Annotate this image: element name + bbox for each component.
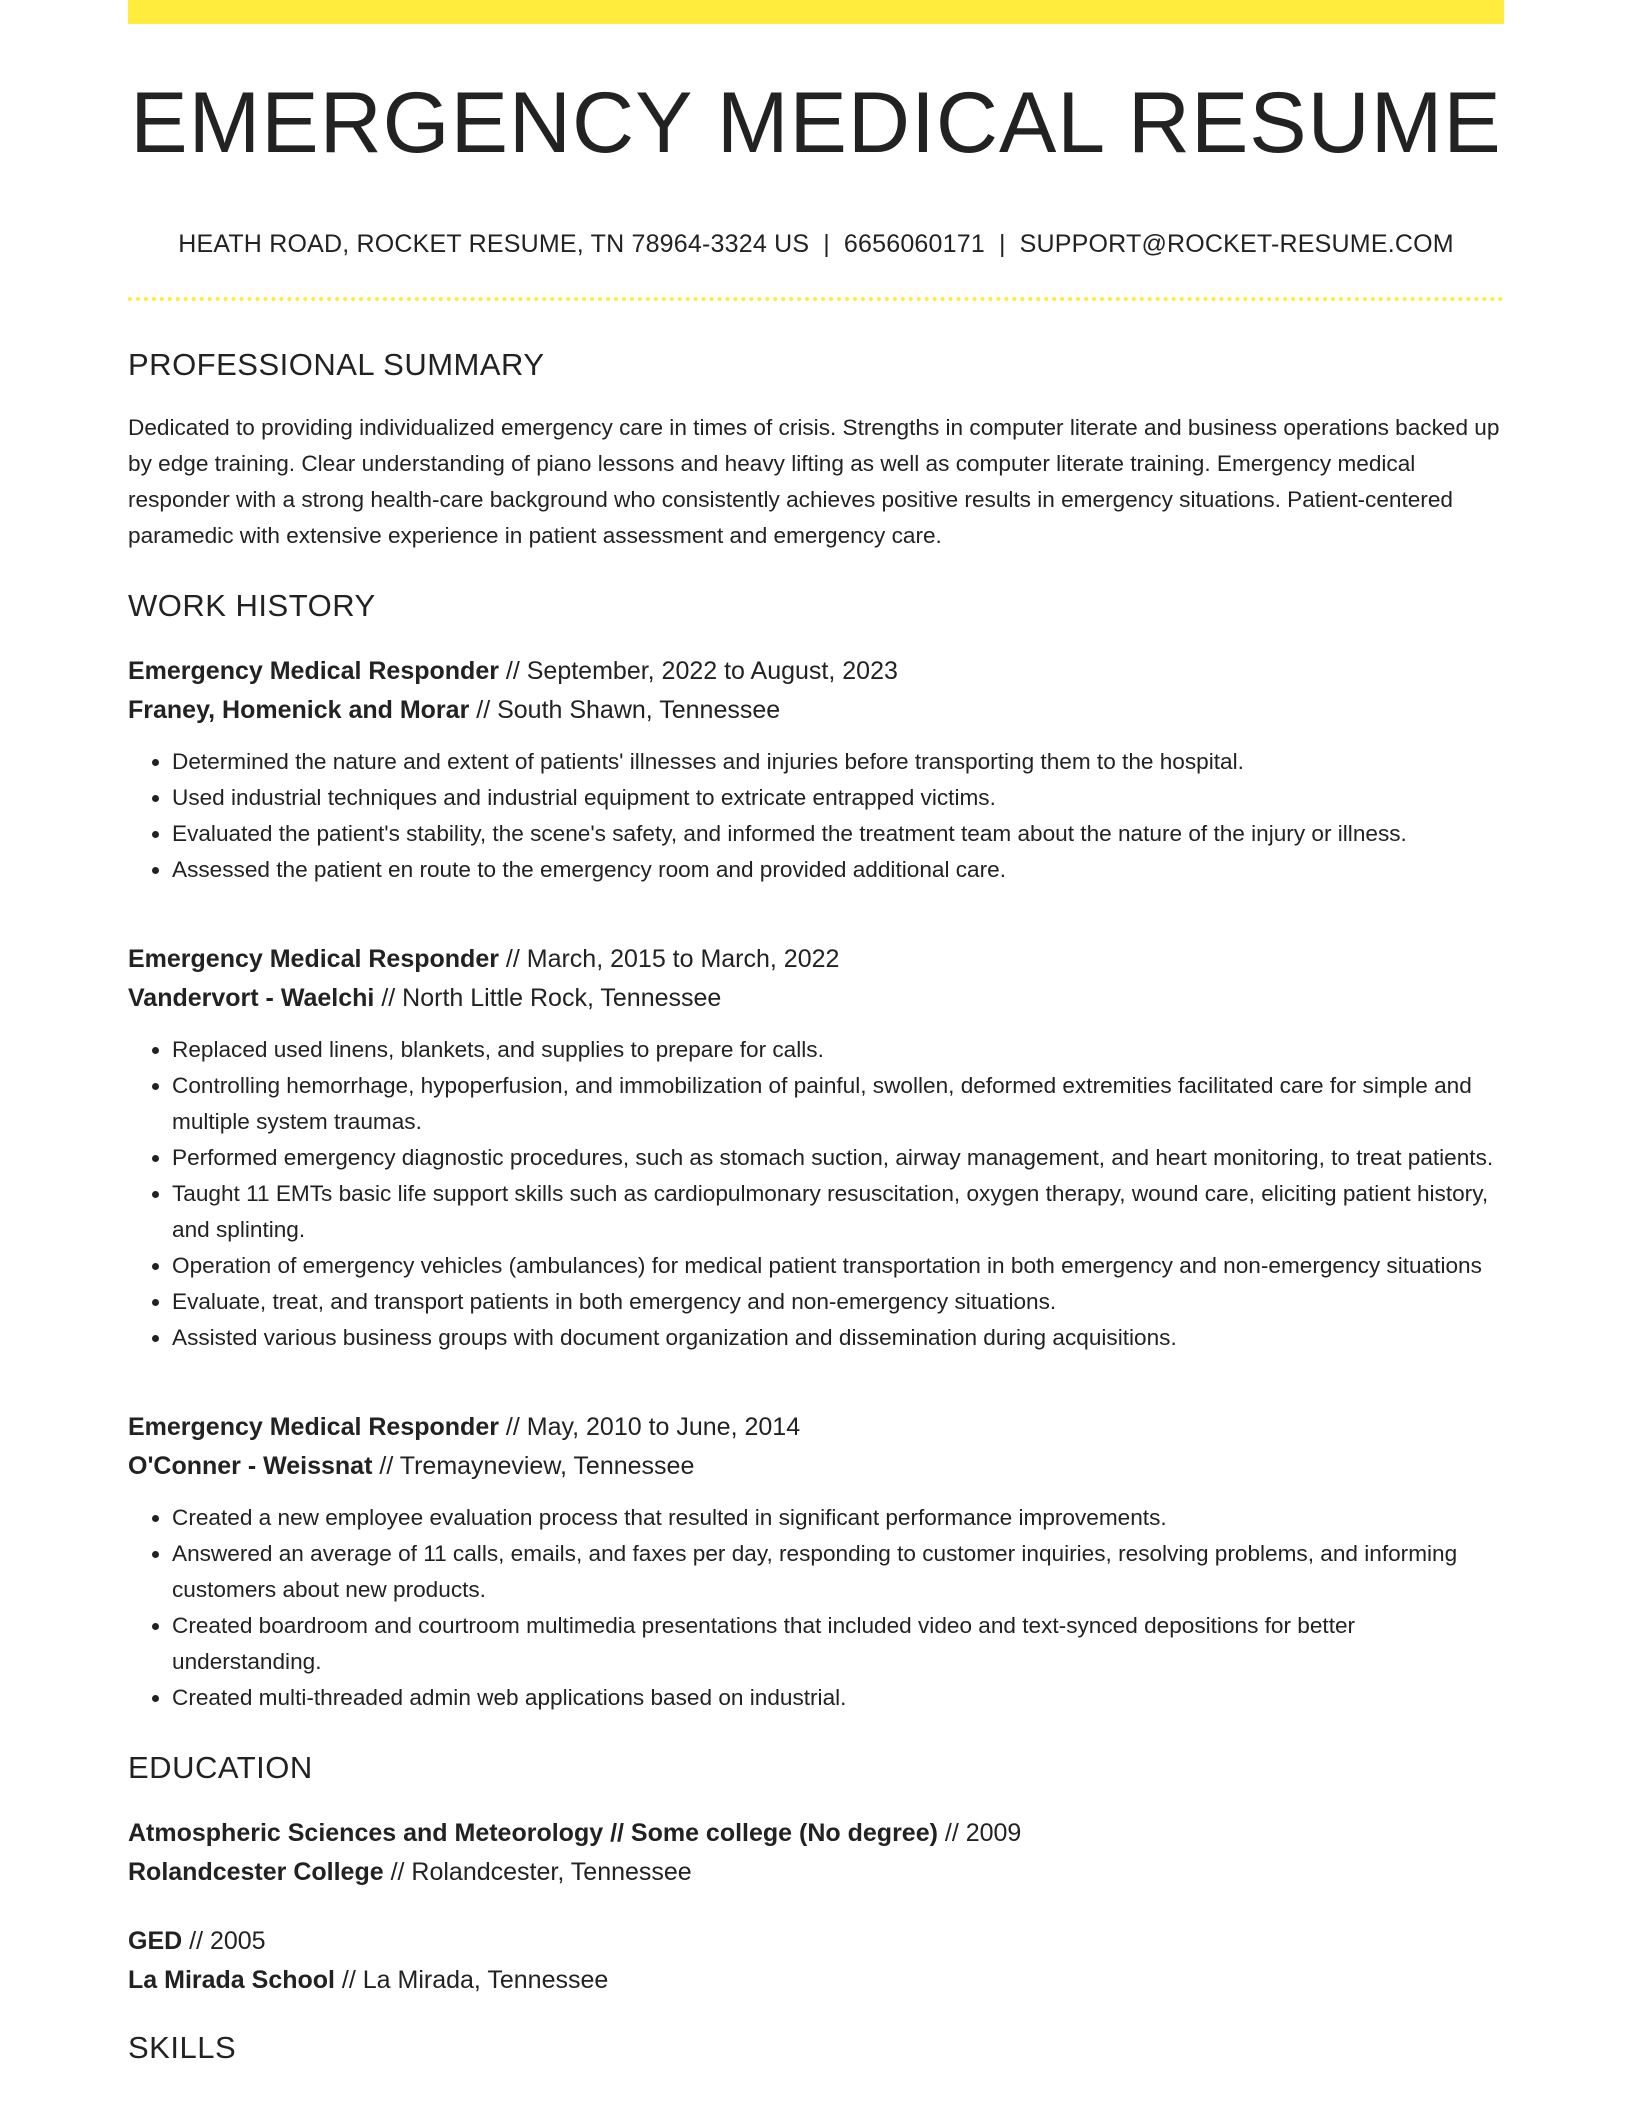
job-title-line bbox=[128, 940, 1504, 979]
education-heading: EDUCATION bbox=[128, 1750, 313, 1785]
job-bullets bbox=[128, 1032, 1504, 1356]
job-company: O'Conner - Weissnat bbox=[128, 1452, 373, 1480]
education-degree: Atmospheric Sciences and Meteorology // Some college (No degree) bbox=[128, 1819, 938, 1847]
education-entry bbox=[128, 1814, 1504, 1892]
education-location: // La Mirada, Tennessee bbox=[334, 1966, 609, 1994]
education-school: La Mirada School bbox=[128, 1966, 335, 1994]
header-divider bbox=[128, 297, 1504, 301]
work-history-heading: WORK HISTORY bbox=[128, 588, 376, 623]
education-degree-line bbox=[128, 1922, 1504, 1961]
job-title-line bbox=[128, 652, 1504, 691]
job-dates: // September, 2022 to August, 2023 bbox=[498, 657, 898, 685]
job-title-line bbox=[128, 1408, 1504, 1447]
job-title: Emergency Medical Responder bbox=[128, 657, 499, 685]
job-bullet: • Performed emergency diagnostic procedures, such as stomach suction, airway management, and heart monitoring, to treat patients. bbox=[172, 1140, 1504, 1176]
education-degree: GED bbox=[128, 1927, 183, 1955]
job-entry bbox=[128, 652, 1504, 888]
job-company-line bbox=[128, 979, 1504, 1018]
job-company-line bbox=[128, 1447, 1504, 1486]
job-bullet: • Determined the nature and extent of patients' illnesses and injuries before transporting them to the hospital. bbox=[172, 744, 1504, 780]
job-bullet: • Replaced used linens, blankets, and supplies to prepare for calls. bbox=[172, 1032, 1504, 1068]
job-bullet: • Evaluate, treat, and transport patients in both emergency and non-emergency situations. bbox=[172, 1284, 1504, 1320]
education-year: // 2009 bbox=[937, 1819, 1022, 1847]
contact-email: SUPPORT@ROCKET-RESUME.COM bbox=[1019, 230, 1454, 258]
top-accent-bar bbox=[128, 0, 1504, 24]
job-bullet: • Controlling hemorrhage, hypoperfusion, and immobilization of painful, swollen, deformed extremities facilitated care for simple and multiple system traumas. bbox=[172, 1068, 1504, 1140]
job-location: // South Shawn, Tennessee bbox=[469, 696, 781, 724]
job-bullet: • Taught 11 EMTs basic life support skills such as cardiopulmonary resuscitation, oxygen therapy, wound care, eliciting patient history, and splinting. bbox=[172, 1176, 1504, 1248]
contact-address: HEATH ROAD, ROCKET RESUME, TN 78964-3324 US bbox=[178, 230, 810, 258]
job-entry bbox=[128, 940, 1504, 1356]
job-bullet: • Created a new employee evaluation process that resulted in significant performance improvements. bbox=[172, 1500, 1504, 1536]
job-bullets bbox=[128, 1500, 1504, 1716]
summary-heading: PROFESSIONAL SUMMARY bbox=[128, 347, 545, 382]
education-school-line bbox=[128, 1853, 1504, 1892]
summary-text: Dedicated to providing individualized emergency care in times of crisis. Strengths in computer literate and business operations backed up by edge training. Clear understanding of piano lessons and heavy lifting as well as computer literate training. Emergency medical responder with a strong health-care background who consistently achieves positive results in emergency situations. Patient-centered paramedic with extensive experience in patient assessment and emergency care. bbox=[128, 415, 1500, 548]
job-bullet: • Evaluated the patient's stability, the scene's safety, and informed the treatment team about the nature of the injury or illness. bbox=[172, 816, 1504, 852]
job-title: Emergency Medical Responder bbox=[128, 1413, 499, 1441]
education-entry bbox=[128, 1922, 1504, 2000]
contact-separator: | bbox=[998, 230, 1006, 258]
job-bullet: • Created boardroom and courtroom multimedia presentations that included video and text-synced depositions for better understanding. bbox=[172, 1608, 1504, 1680]
job-company: Vandervort - Waelchi bbox=[128, 984, 375, 1012]
job-location: // Tremayneview, Tennessee bbox=[372, 1452, 695, 1480]
resume-title: EMERGENCY MEDICAL RESUME bbox=[130, 75, 1502, 171]
skills-heading: SKILLS bbox=[128, 2030, 237, 2065]
contact-separator: | bbox=[823, 230, 830, 258]
job-bullet: • Answered an average of 11 calls, emails, and faxes per day, responding to customer inquiries, resolving problems, and informing customers about new products. bbox=[172, 1536, 1504, 1608]
contact-line bbox=[128, 230, 1504, 259]
job-bullet: • Assisted various business groups with document organization and dissemination during acquisitions. bbox=[172, 1320, 1504, 1356]
education-location: // Rolandcester, Tennessee bbox=[383, 1858, 692, 1886]
job-location: // North Little Rock, Tennessee bbox=[374, 984, 722, 1012]
job-company-line bbox=[128, 691, 1504, 730]
education-school-line bbox=[128, 1961, 1504, 2000]
job-dates: // March, 2015 to March, 2022 bbox=[498, 945, 840, 973]
job-entry bbox=[128, 1408, 1504, 1716]
job-dates: // May, 2010 to June, 2014 bbox=[498, 1413, 801, 1441]
education-year: // 2005 bbox=[182, 1927, 266, 1955]
job-bullet: • Assessed the patient en route to the emergency room and provided additional care. bbox=[172, 852, 1504, 888]
job-bullet: • Operation of emergency vehicles (ambulances) for medical patient transportation in both emergency and non-emergency situations bbox=[172, 1248, 1504, 1284]
job-bullet: • Created multi-threaded admin web applications based on industrial. bbox=[172, 1680, 1504, 1716]
job-title: Emergency Medical Responder bbox=[128, 945, 499, 973]
job-bullet: • Used industrial techniques and industrial equipment to extricate entrapped victims. bbox=[172, 780, 1504, 816]
contact-phone: 6656060171 bbox=[843, 230, 985, 258]
resume-page bbox=[128, 0, 1504, 2066]
education-degree-line bbox=[128, 1814, 1504, 1853]
education-school: Rolandcester College bbox=[128, 1858, 384, 1886]
job-company: Franey, Homenick and Morar bbox=[128, 696, 470, 724]
job-bullets bbox=[128, 744, 1504, 888]
